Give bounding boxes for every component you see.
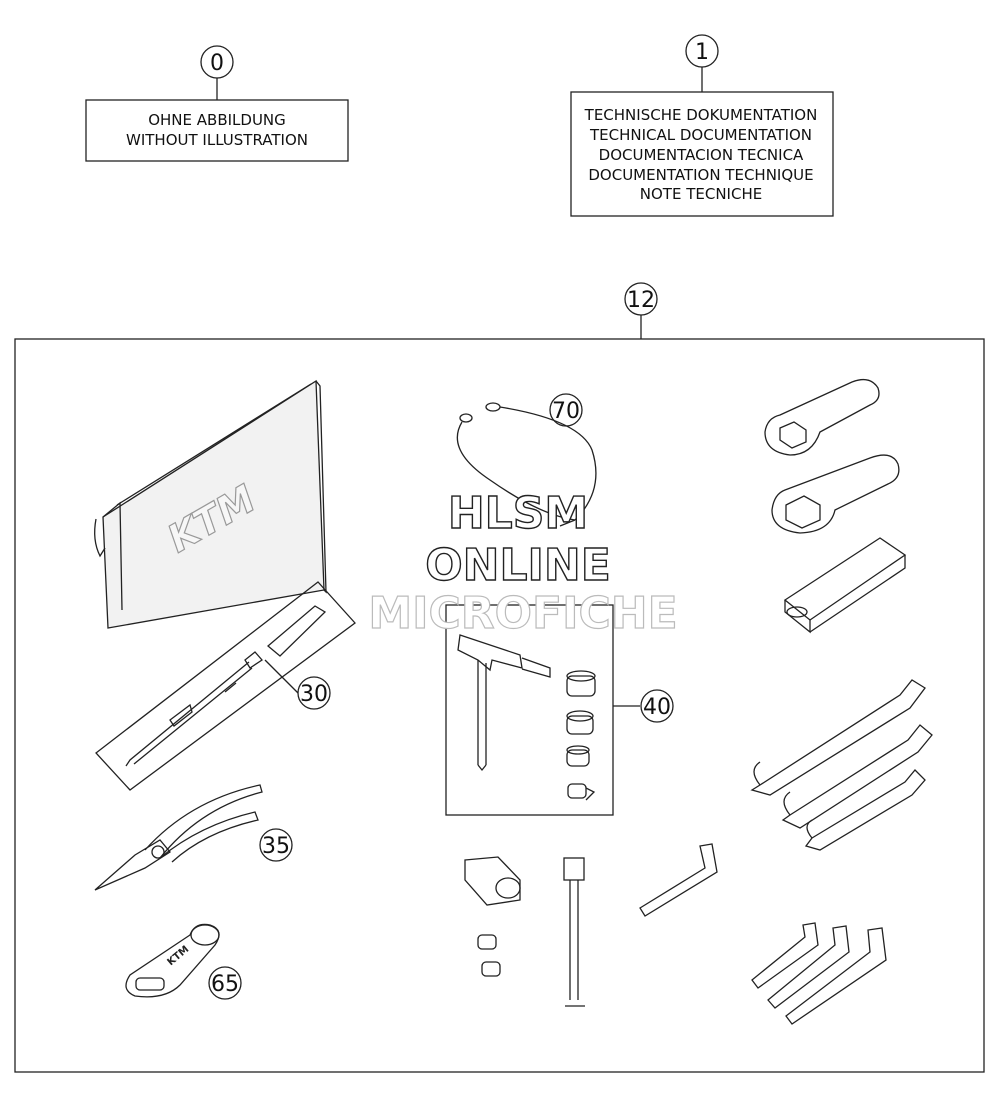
documentation-line3: DOCUMENTACION TECNICA (598, 146, 804, 164)
leader-line-30 (265, 660, 298, 693)
hex-box-spanner-2[interactable] (772, 455, 899, 533)
pin-punch-block[interactable] (785, 538, 905, 632)
l-hex-key-small[interactable] (640, 844, 717, 916)
callout-1[interactable] (686, 35, 718, 67)
watermark (368, 488, 677, 639)
watermark-line3: MICROFICHE (368, 588, 678, 639)
ring-spanner[interactable] (126, 924, 219, 996)
watermark-line2: ONLINE (425, 540, 611, 591)
callout-65[interactable] (209, 967, 241, 999)
svg-text:65: 65 (211, 972, 239, 997)
hex-box-spanner-1[interactable] (765, 380, 879, 455)
callout-40[interactable] (641, 690, 673, 722)
open-end-wrench-3[interactable] (806, 770, 925, 850)
callout-0[interactable] (201, 46, 233, 78)
callout-30[interactable] (298, 677, 330, 709)
documentation-line2: TECHNICAL DOCUMENTATION (589, 126, 813, 144)
small-bits[interactable] (478, 935, 500, 976)
svg-text:1: 1 (695, 40, 709, 65)
t-handle-bit-driver[interactable] (458, 635, 550, 770)
callout-12[interactable] (625, 283, 657, 315)
callout-35[interactable] (260, 829, 292, 861)
socket-nut[interactable] (465, 857, 520, 905)
tool-bag[interactable] (95, 381, 326, 628)
without-illustration-box (86, 100, 348, 161)
documentation-box (571, 92, 833, 216)
svg-text:35: 35 (262, 834, 290, 859)
open-end-wrench-1[interactable] (752, 680, 925, 795)
ring-spanner-logo: KTM (165, 943, 192, 969)
documentation-line1: TECHNISCHE DOKUMENTATION (584, 106, 818, 124)
svg-text:40: 40 (643, 695, 671, 720)
documentation-line4: DOCUMENTATION TECHNIQUE (588, 166, 814, 184)
bit-sockets[interactable] (567, 671, 595, 800)
svg-text:12: 12 (627, 288, 655, 313)
tool-bag-logo: KTM (160, 476, 263, 562)
svg-text:70: 70 (552, 399, 580, 424)
extension-bar[interactable] (564, 858, 585, 1006)
svg-text:30: 30 (300, 682, 328, 707)
l-hex-key-set[interactable] (752, 923, 886, 1024)
svg-text:0: 0 (210, 51, 224, 76)
pliers[interactable] (95, 785, 262, 890)
without-illustration-line2: WITHOUT ILLUSTRATION (126, 131, 308, 149)
watermark-line1: HLSM (447, 488, 589, 539)
documentation-line5: NOTE TECNICHE (639, 185, 763, 203)
without-illustration-line1: OHNE ABBILDUNG (148, 111, 286, 129)
